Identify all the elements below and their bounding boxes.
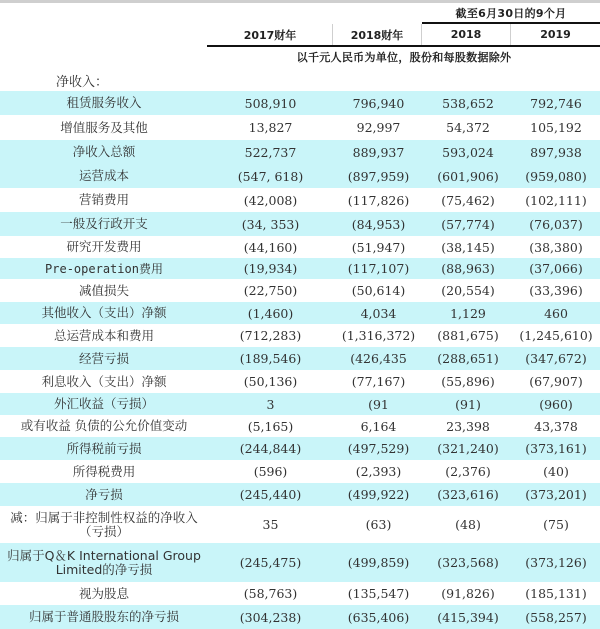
row-value: (323,616) <box>437 487 499 502</box>
table-row <box>0 543 600 582</box>
table-row <box>0 302 600 324</box>
table-row <box>0 393 600 415</box>
row-value: (117,826) <box>347 192 410 208</box>
row-value: (42,008) <box>243 192 298 208</box>
row-value: (426,435 <box>350 351 407 366</box>
row-value: (55,896) <box>441 374 495 389</box>
row-value: (288,651) <box>437 351 499 366</box>
row-label: 所得税费用 <box>72 463 136 479</box>
row-value: (635,406) <box>347 609 410 625</box>
table-row <box>0 279 600 302</box>
row-value: (22,750) <box>243 283 298 298</box>
row-value: (19,934) <box>243 261 298 276</box>
row-value: (321,240) <box>437 441 499 456</box>
row-value: 897,938 <box>530 144 582 160</box>
table-row <box>0 437 600 460</box>
table-row <box>0 164 600 188</box>
row-value: (189,546) <box>239 351 302 366</box>
row-value: 6,164 <box>360 418 397 434</box>
column-header-9m-2018: 2018 <box>422 24 511 45</box>
row-value: (415,394) <box>437 609 499 625</box>
row-label: 增值服务及其他 <box>60 119 148 135</box>
row-value: (20,554) <box>441 283 495 298</box>
row-value: 4,034 <box>360 305 397 321</box>
column-header-9m-2019: 2019 <box>540 28 571 41</box>
column-header-fy2017: 2017财年 <box>208 24 333 45</box>
row-label: 外汇收益（亏损） <box>53 396 154 411</box>
row-value: (1,316,372) <box>341 328 416 343</box>
table-row <box>0 605 600 629</box>
row-label: 视为股息 <box>78 585 129 601</box>
row-value: 508,910 <box>244 95 297 111</box>
row-value: 792,746 <box>530 95 582 111</box>
row-value: (881,675) <box>437 328 499 343</box>
row-value: 105,192 <box>530 120 582 135</box>
table-row <box>0 415 600 437</box>
table-row <box>0 258 600 279</box>
top-rule <box>0 0 600 3</box>
row-label: 营销费用 <box>78 192 129 207</box>
row-label: 其他收入（支出）净额 <box>41 305 167 320</box>
row-value: (601,906) <box>437 168 499 184</box>
row-value: (2,393) <box>355 464 402 479</box>
row-value: (135,547) <box>347 586 410 601</box>
row-value: (558,257) <box>525 609 587 625</box>
row-value: (1,245,610) <box>519 328 593 343</box>
row-value: (91) <box>455 396 481 412</box>
row-value: (712,283) <box>239 328 302 343</box>
row-value: (2,376) <box>445 464 491 479</box>
table-row <box>0 506 600 543</box>
row-value: (58,763) <box>243 586 298 601</box>
row-value: (499,922) <box>347 487 410 502</box>
row-label: 一般及行政开支 <box>60 216 148 231</box>
row-label: 运营成本 <box>78 168 129 183</box>
table-row <box>0 236 600 258</box>
row-label: 所得税前亏损 <box>66 440 142 456</box>
row-value: (77,167) <box>351 374 406 389</box>
row-value: (5,165) <box>247 418 294 434</box>
row-value: 522,737 <box>244 144 297 160</box>
row-value: (37,066) <box>529 261 583 276</box>
table-row <box>0 91 600 115</box>
row-value: 35 <box>262 517 279 532</box>
row-value: (499,859) <box>347 555 410 570</box>
row-value: (91 <box>368 396 389 412</box>
table-row <box>0 460 600 483</box>
row-label: 减值损失 <box>78 282 129 298</box>
row-value: (57,774) <box>441 216 495 232</box>
row-label: 利息收入（支出）净额 <box>41 373 167 389</box>
row-value: (75,462) <box>441 192 495 208</box>
row-label: 减：归属于非控制性权益的净收入（亏损） <box>10 509 198 539</box>
row-value: 92,997 <box>356 120 401 135</box>
row-value: (67,907) <box>529 374 583 389</box>
row-value: (497,529) <box>347 441 410 456</box>
row-value: (347,672) <box>525 351 587 366</box>
row-value: 13,827 <box>248 120 293 135</box>
row-value: (44,160) <box>243 239 298 255</box>
row-value: 796,940 <box>352 95 405 111</box>
table-row <box>0 324 600 347</box>
row-value: 54,372 <box>446 120 490 135</box>
table-row <box>0 115 600 140</box>
table-row <box>0 212 600 236</box>
row-value: (48) <box>455 517 481 532</box>
row-value: (76,037) <box>529 216 583 232</box>
income-statement-table <box>0 91 600 629</box>
row-value: (91,826) <box>441 586 495 601</box>
row-value: (244,844) <box>239 441 302 456</box>
row-value: (1,460) <box>247 305 294 321</box>
table-row <box>0 483 600 506</box>
row-value: (50,136) <box>243 374 298 389</box>
row-value: (38,145) <box>441 239 495 255</box>
row-value: (304,238) <box>239 609 302 625</box>
section-label-net-revenue: 净收入： <box>56 74 109 90</box>
row-label: 总运营成本和费用 <box>53 327 154 343</box>
row-label: 研究开发费用 <box>66 239 142 254</box>
row-value: 889,937 <box>352 144 405 160</box>
row-label: 归属于普通股股东的净亏损 <box>28 609 179 624</box>
row-value: (245,475) <box>239 555 302 570</box>
row-value: (38,380) <box>529 239 583 255</box>
row-value: 1,129 <box>450 305 486 321</box>
row-label: 租赁服务收入 <box>66 95 142 110</box>
row-value: (50,614) <box>351 283 406 298</box>
row-label: Pre-operation费用 <box>45 261 163 276</box>
period-group-header: 截至6月30日的9个月 <box>455 7 567 20</box>
row-value: (373,126) <box>525 555 587 570</box>
row-value: (33,396) <box>529 283 583 298</box>
row-value: 538,652 <box>442 95 494 111</box>
row-value: (84,953) <box>351 216 406 232</box>
row-value: 43,378 <box>534 418 578 434</box>
row-value: (245,440) <box>239 487 302 502</box>
row-value: (51,947) <box>351 239 406 255</box>
row-label: 净收入总额 <box>72 144 136 159</box>
row-value: 23,398 <box>446 418 490 434</box>
row-value: (897,959) <box>347 168 410 184</box>
row-value: 460 <box>544 305 568 321</box>
row-value: (547, 618) <box>237 168 304 184</box>
row-value: (373,201) <box>525 487 587 502</box>
row-value: (185,131) <box>525 586 587 601</box>
row-value: (960) <box>539 396 573 412</box>
row-value: (959,080) <box>525 168 587 184</box>
row-label: 归属于Q＆K International Group Limited的净亏损 <box>7 547 201 577</box>
column-header-fy2018: 2018财年 <box>333 24 422 45</box>
table-row <box>0 188 600 212</box>
column-headers <box>208 24 600 45</box>
row-value: (596) <box>253 464 288 479</box>
row-label: 或有收益 负债的公允价值变动 <box>20 418 188 433</box>
row-value: 3 <box>266 396 275 412</box>
table-row <box>0 370 600 393</box>
row-value: (34, 353) <box>241 216 300 232</box>
row-value: (40) <box>543 464 569 479</box>
row-value: (75) <box>543 517 569 532</box>
unit-note: 以千元人民币为单位，股份和每股数据除外 <box>296 51 512 64</box>
row-label: 经营亏损 <box>78 350 129 366</box>
row-value: 593,024 <box>442 144 494 160</box>
row-value: (63) <box>365 517 392 532</box>
row-value: (323,568) <box>437 555 499 570</box>
row-label: 净亏损 <box>85 486 123 502</box>
table-row <box>0 582 600 605</box>
row-value: (102,111) <box>525 192 587 208</box>
table-row <box>0 140 600 164</box>
row-value: (88,963) <box>441 261 495 276</box>
row-value: (117,107) <box>347 261 410 276</box>
row-value: (373,161) <box>525 441 587 456</box>
table-row <box>0 347 600 370</box>
